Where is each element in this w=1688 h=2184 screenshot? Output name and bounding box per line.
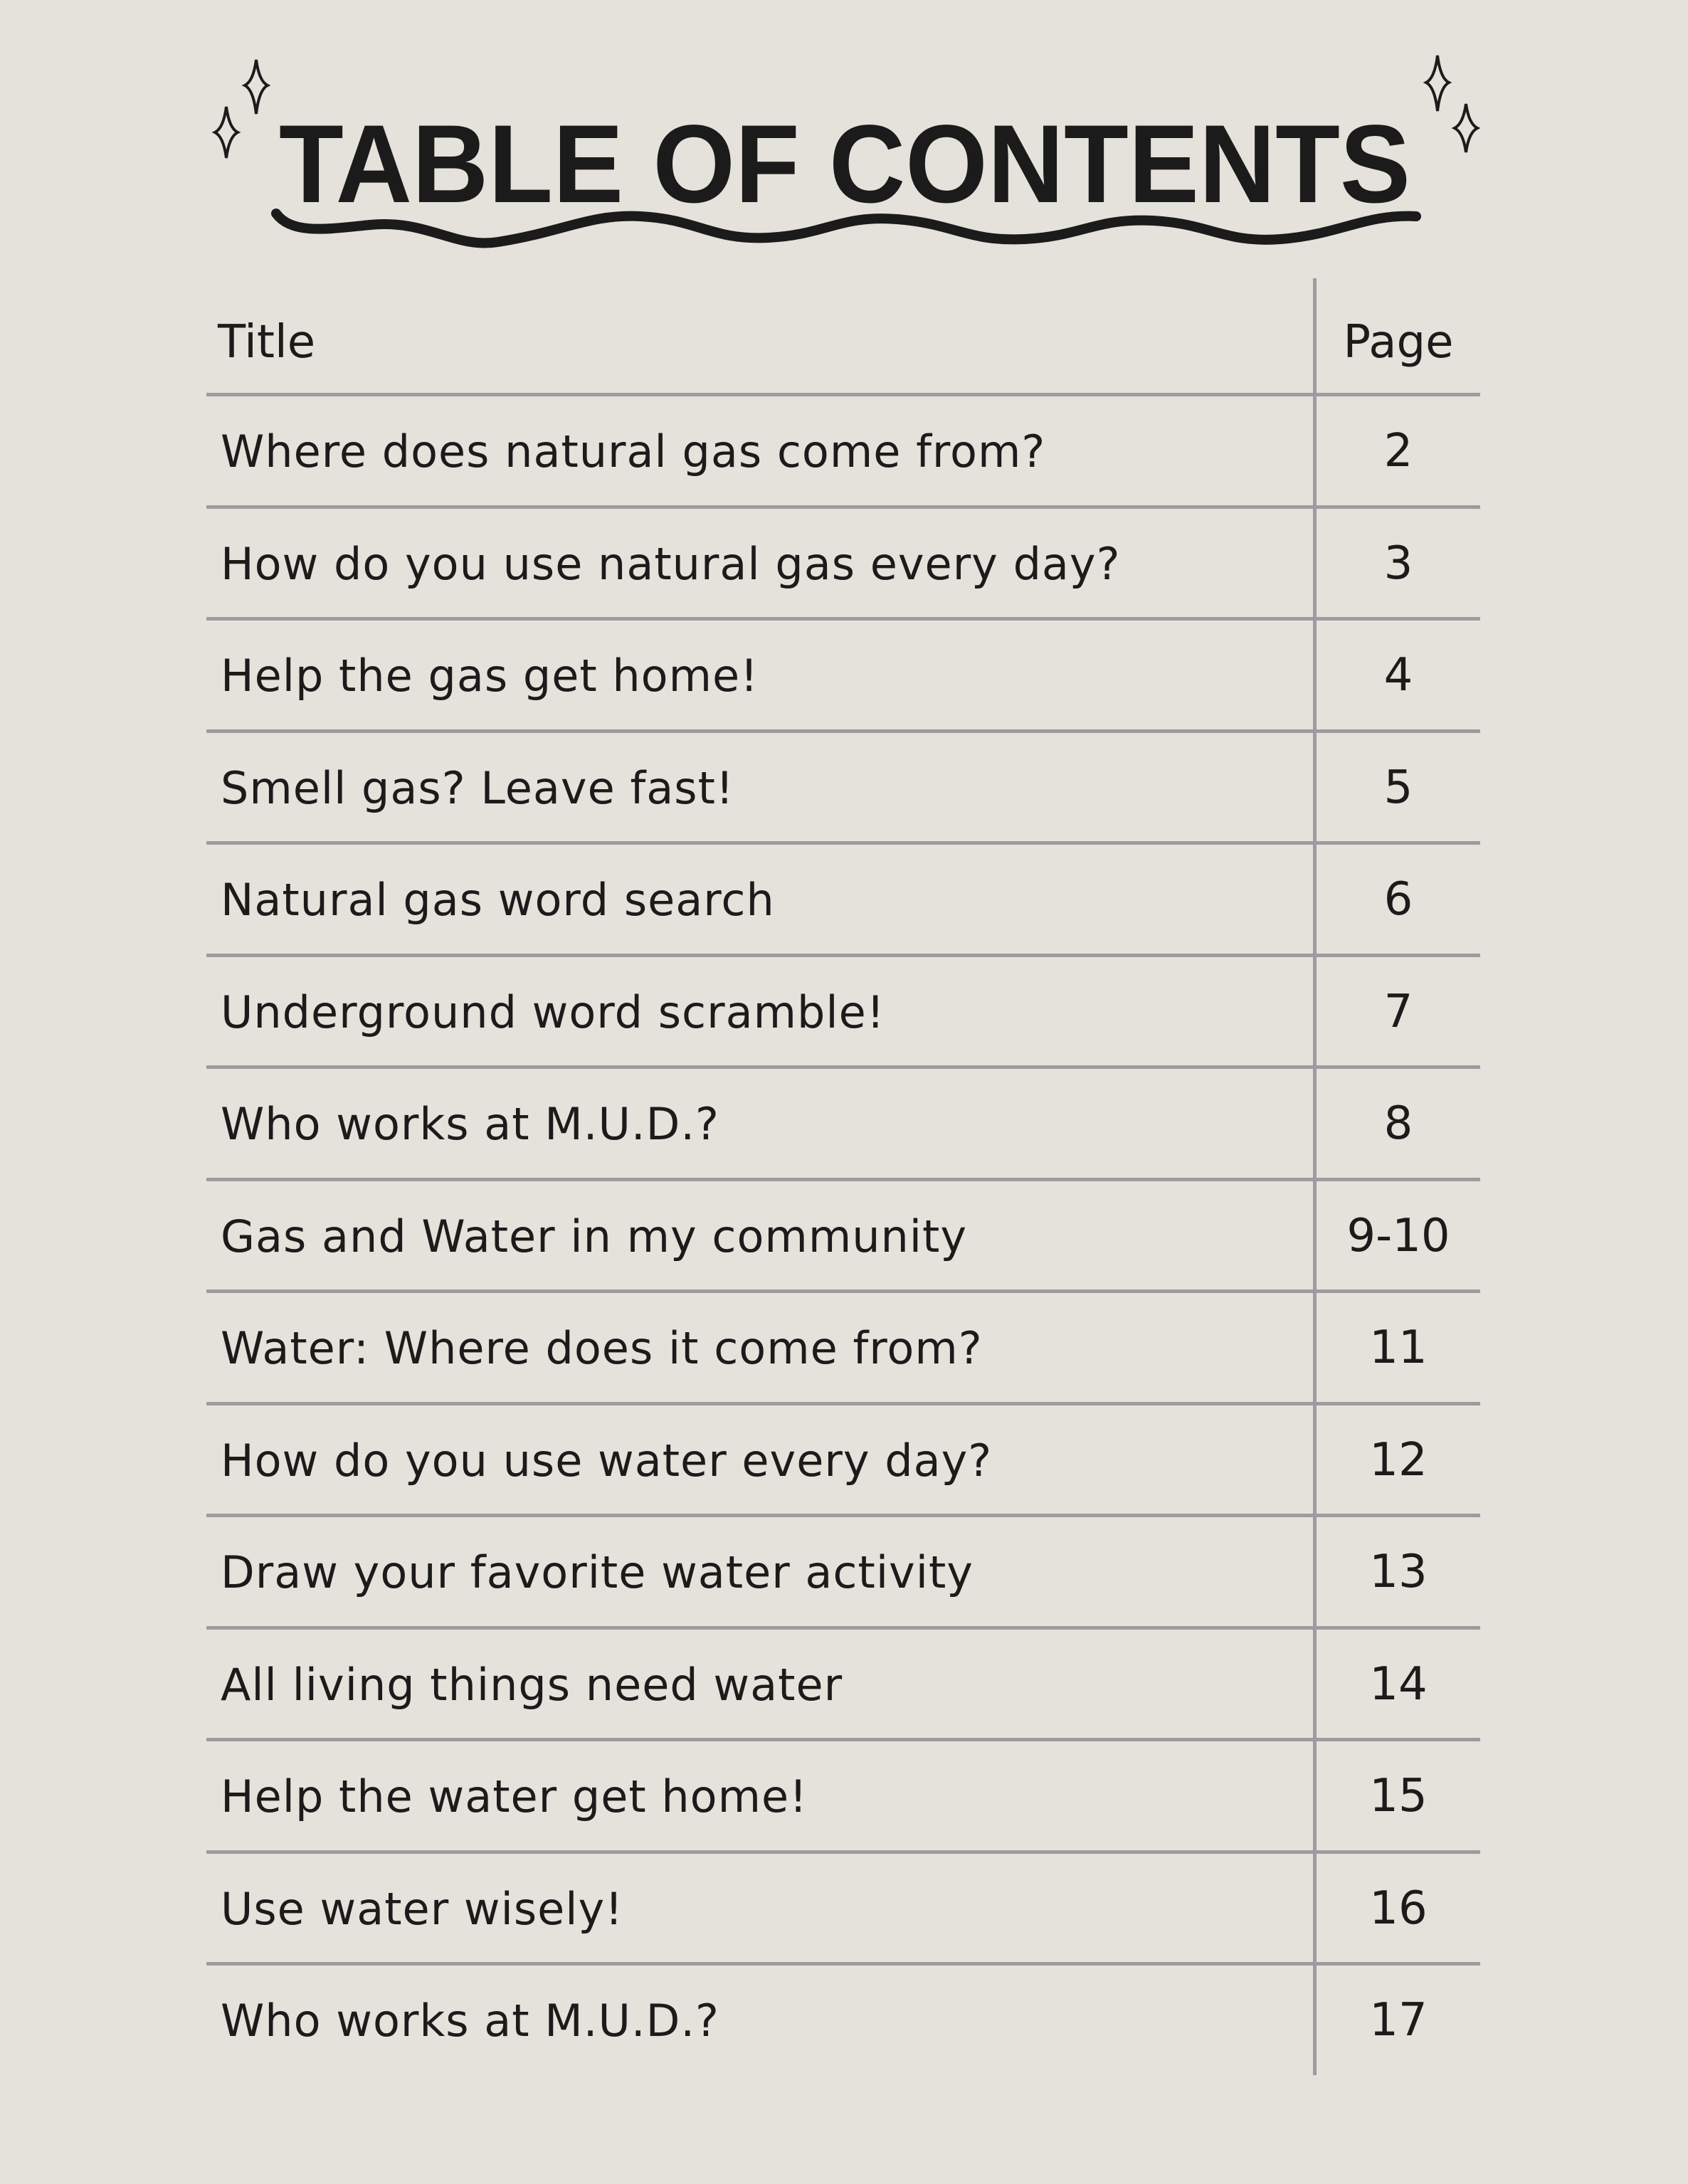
- toc-entry-page: 17: [1369, 1994, 1428, 2047]
- toc-entry-title[interactable]: Who works at M.U.D.?: [221, 1995, 719, 2047]
- toc-entry-page: 11: [1369, 1322, 1428, 1374]
- toc-entry-title[interactable]: Gas and Water in my community: [221, 1210, 968, 1262]
- toc-entry-page: 5: [1383, 761, 1413, 814]
- toc-entry-title[interactable]: Help the water get home!: [221, 1771, 808, 1822]
- toc-entry-page: 3: [1383, 537, 1413, 590]
- toc-entry-title[interactable]: Help the gas get home!: [221, 650, 759, 702]
- toc-entry-page: 14: [1369, 1657, 1428, 1711]
- column-header-page: Page: [1343, 316, 1454, 369]
- toc-entry-title[interactable]: Use water wisely!: [221, 1882, 624, 1935]
- toc-entry-page: 7: [1383, 985, 1413, 1038]
- toc-entry-title[interactable]: Draw your favorite water activity: [221, 1546, 974, 1598]
- toc-entry-title[interactable]: Underground word scramble!: [221, 986, 885, 1038]
- toc-entry-page: 9-10: [1346, 1209, 1450, 1262]
- toc-entry-page: 16: [1369, 1882, 1428, 1935]
- toc-entry-page: 13: [1369, 1546, 1428, 1598]
- toc-entry-title[interactable]: How do you use water every day?: [221, 1434, 993, 1487]
- toc-entry-title[interactable]: All living things need water: [221, 1658, 843, 1711]
- title-decoration: [0, 0, 1688, 285]
- column-header-title: Title: [218, 316, 316, 369]
- toc-entry-title[interactable]: Natural gas word search: [221, 874, 775, 926]
- toc-entry-page: 15: [1369, 1770, 1428, 1822]
- toc-entry-title[interactable]: Who works at M.U.D.?: [221, 1098, 719, 1150]
- toc-entry-title[interactable]: Smell gas? Leave fast!: [221, 761, 734, 814]
- toc-entry-page: 2: [1383, 425, 1413, 478]
- toc-entry-title[interactable]: How do you use natural gas every day?: [221, 537, 1121, 590]
- toc-entry-page: 12: [1369, 1433, 1428, 1487]
- toc-entry-title[interactable]: Water: Where does it come from?: [221, 1322, 983, 1374]
- toc-entry-page: 4: [1383, 649, 1413, 702]
- toc-entry-title[interactable]: Where does natural gas come from?: [221, 426, 1046, 478]
- toc-entry-page: 6: [1383, 873, 1413, 926]
- toc-entry-page: 8: [1383, 1097, 1413, 1150]
- page-title: TABLE OF CONTENTS: [279, 102, 1410, 226]
